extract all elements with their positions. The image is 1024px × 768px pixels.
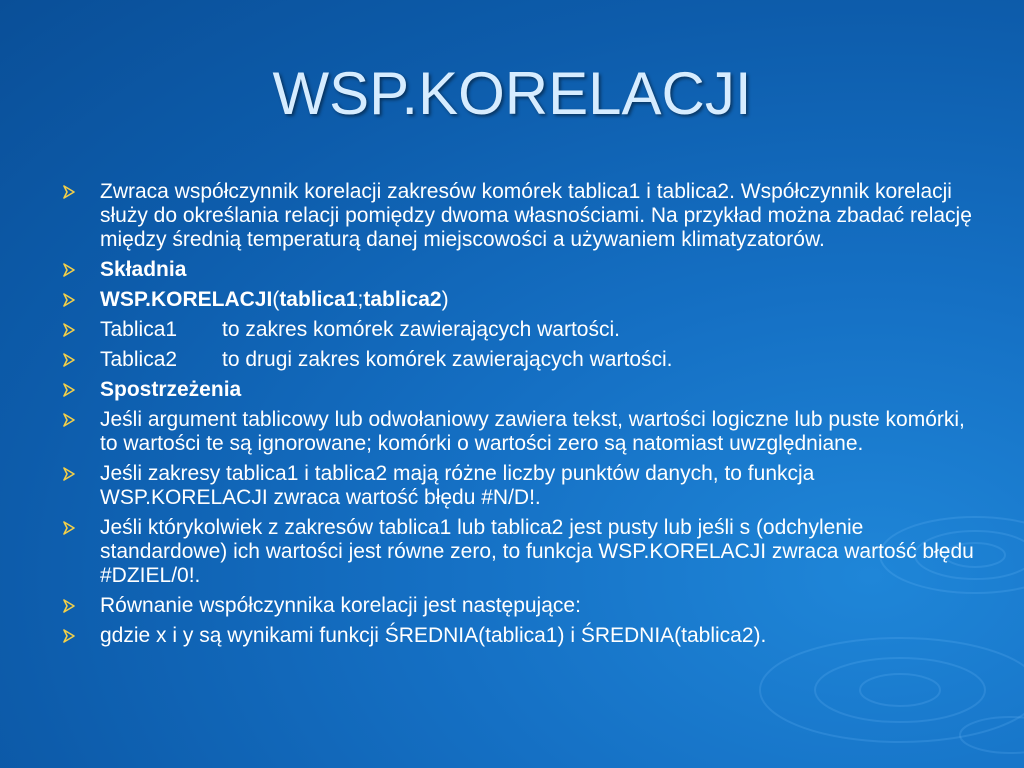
open-paren: ( (272, 288, 280, 311)
function-name: WSP.KORELACJI (100, 288, 273, 311)
argument-term: Tablica2 (100, 348, 178, 371)
arrowhead-bullet-icon (62, 383, 76, 397)
list-item (62, 378, 982, 402)
list-item (62, 408, 982, 456)
list-item (62, 348, 982, 372)
argument-separator: ; (357, 288, 364, 311)
arrowhead-bullet-icon (62, 263, 76, 277)
list-item (62, 594, 982, 618)
arrowhead-bullet-icon (62, 521, 76, 535)
close-paren: ) (441, 288, 449, 311)
arrowhead-bullet-icon (62, 467, 76, 481)
item-text: gdzie x i y są wynikami funkcji ŚREDNIA(tablica1) i ŚREDNIA(tablica2). (100, 624, 767, 647)
list-item (62, 624, 982, 648)
list-item (62, 516, 982, 588)
arrowhead-bullet-icon (62, 413, 76, 427)
section-heading-syntax: Składnia (100, 258, 187, 281)
arrowhead-bullet-icon (62, 353, 76, 367)
arrowhead-bullet-icon (62, 185, 76, 199)
argument-description: to drugi zakres komórek zawierających wartości. (222, 348, 673, 371)
item-text: Jeśli zakresy tablica1 i tablica2 mają różne liczby punktów danych, to funkcja WSP.KORELACJI zwraca wartość błędu #N/D!. (100, 462, 815, 509)
list-item (62, 462, 982, 510)
list-item (62, 318, 982, 342)
item-text: Jeśli argument tablicowy lub odwołaniowy zawiera tekst, wartości logiczne lub puste komórki, to wartości te są ignorowane; komórki o wartości zero są natomiast uwzględniane. (100, 408, 965, 455)
arrowhead-bullet-icon (62, 323, 76, 337)
arrowhead-bullet-icon (62, 599, 76, 613)
list-item (62, 180, 982, 252)
arrowhead-bullet-icon (62, 629, 76, 643)
item-text: Równanie współczynnika korelacji jest następujące: (100, 594, 581, 617)
argument-2: tablica2 (363, 288, 442, 311)
bullet-list (62, 180, 982, 654)
argument-term: Tablica1 (100, 318, 178, 341)
argument-1: tablica1 (279, 288, 358, 311)
section-heading-remarks: Spostrzeżenia (100, 378, 242, 401)
list-item (62, 258, 982, 282)
arrowhead-bullet-icon (62, 293, 76, 307)
item-text: Zwraca współczynnik korelacji zakresów komórek tablica1 i tablica2. Współczynnik korelacji służy do określania relacji pomiędzy dwoma własnościami. Na przykład można zbadać relację między średnią temperaturą danej miejscowości a używaniem klimatyzatorów. (100, 180, 972, 251)
list-item (62, 288, 982, 312)
slide-title: WSP.KORELACJI (272, 60, 752, 127)
item-text: Jeśli którykolwiek z zakresów tablica1 lub tablica2 jest pusty lub jeśli s (odchylenie standardowe) ich wartości jest równe zero, to funkcja WSP.KORELACJI zwraca wartość błędu #DZIEL/0!. (100, 516, 974, 587)
argument-description: to zakres komórek zawierających wartości. (222, 318, 620, 341)
